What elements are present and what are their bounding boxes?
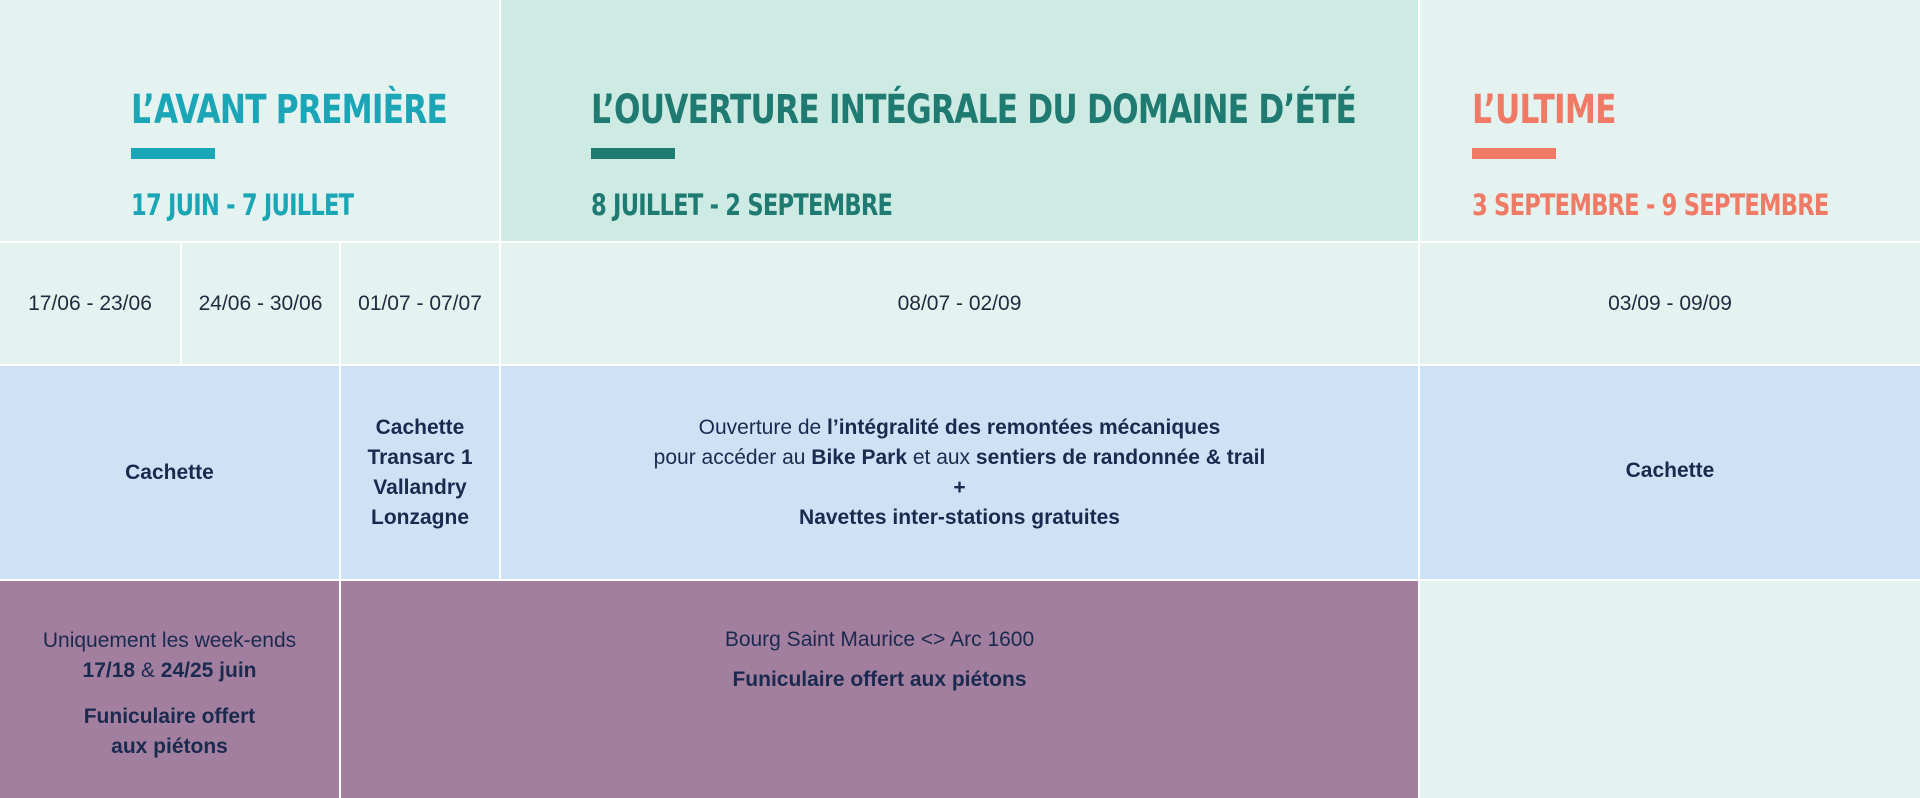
lift-name: Lonzagne bbox=[371, 505, 469, 529]
funiculaire-offer-line-1: Funiculaire offert bbox=[83, 704, 256, 728]
plus-sign: + bbox=[953, 475, 966, 499]
funiculaire-ultime-empty-cell bbox=[1420, 581, 1920, 798]
ouverture-line-1 bbox=[699, 413, 1221, 443]
week-cell-2 bbox=[182, 243, 339, 364]
weekends-dates bbox=[83, 656, 257, 686]
text-fragment: & bbox=[135, 658, 161, 682]
lift-name: Vallandry bbox=[373, 475, 467, 499]
weekends-intro: Uniquement les week-ends bbox=[42, 628, 297, 652]
week-cell-3 bbox=[341, 243, 499, 364]
week-cell-5 bbox=[1420, 243, 1920, 364]
text-fragment-bold: 17/18 bbox=[82, 658, 136, 682]
text-fragment-bold: sentiers de randonnée & trail bbox=[975, 445, 1266, 469]
avant-premiere-header bbox=[0, 0, 499, 241]
ouverture-integrale-header bbox=[501, 0, 1418, 241]
lift-name: Cachette bbox=[1625, 458, 1715, 482]
week-label: 01/07 - 07/07 bbox=[358, 291, 482, 315]
ultime-title: L’ULTIME bbox=[1472, 87, 1616, 133]
funiculaire-offer-line-2: aux piétons bbox=[111, 734, 228, 758]
lifts-week3-cell bbox=[341, 366, 499, 579]
week-label: 17/06 - 23/06 bbox=[28, 291, 152, 315]
lift-name: Cachette bbox=[375, 415, 465, 439]
week-cell-4 bbox=[501, 243, 1418, 364]
navettes-label: Navettes inter-stations gratuites bbox=[799, 505, 1120, 529]
avant-premiere-title: L’AVANT PREMIÈRE bbox=[131, 87, 448, 133]
lift-name: Transarc 1 bbox=[367, 445, 473, 469]
ultime-underline bbox=[1472, 148, 1556, 159]
ouverture-line-2 bbox=[654, 443, 1266, 473]
ouverture-integrale-title: L’OUVERTURE INTÉGRALE DU DOMAINE D’ÉTÉ bbox=[591, 87, 1357, 133]
text-fragment-bold: Bike Park bbox=[811, 445, 908, 469]
ouverture-integrale-underline bbox=[591, 148, 675, 159]
text-fragment: pour accéder au bbox=[653, 445, 812, 469]
avant-premiere-underline bbox=[131, 148, 215, 159]
ultime-header bbox=[1420, 0, 1920, 241]
ultime-dates: 3 SEPTEMBRE - 9 SEPTEMBRE bbox=[1472, 188, 1829, 222]
funiculaire-weekends-cell bbox=[0, 581, 339, 798]
funiculaire-route-cell bbox=[341, 581, 1418, 798]
text-fragment-bold: l’intégralité des remontées mécaniques bbox=[827, 415, 1221, 439]
funiculaire-route-offer: Funiculaire offert aux piétons bbox=[732, 667, 1027, 691]
text-fragment-bold: 24/25 juin bbox=[160, 658, 257, 682]
text-fragment: Ouverture de bbox=[698, 415, 828, 439]
ouverture-integrale-dates: 8 JUILLET - 2 SEPTEMBRE bbox=[591, 188, 893, 222]
lifts-ouverture-cell bbox=[501, 366, 1418, 579]
week-label: 24/06 - 30/06 bbox=[198, 291, 323, 315]
avant-premiere-dates: 17 JUIN - 7 JUILLET bbox=[131, 188, 354, 222]
lift-name: Cachette bbox=[125, 460, 214, 484]
lifts-avant-cell bbox=[0, 366, 339, 579]
week-label: 03/09 - 09/09 bbox=[1608, 291, 1732, 315]
lifts-ultime-cell bbox=[1420, 366, 1920, 579]
week-cell-1 bbox=[0, 243, 180, 364]
week-label: 08/07 - 02/09 bbox=[897, 291, 1022, 315]
funiculaire-route: Bourg Saint Maurice <> Arc 1600 bbox=[724, 627, 1035, 651]
text-fragment: et aux bbox=[907, 445, 976, 469]
